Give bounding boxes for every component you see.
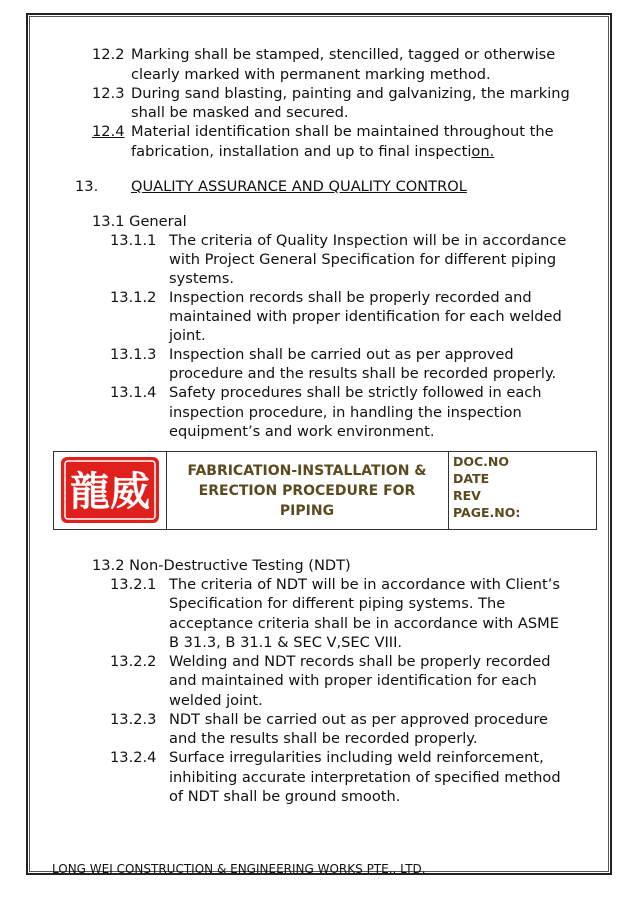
item-13-2-1-line1: The criteria of NDT will be in accordance with Client’s — [169, 576, 561, 593]
footer-company-name: LONG WEI CONSTRUCTION & ENGINEERING WORKS PTE,. LTD. — [52, 862, 426, 876]
item-13-2-3-number: 13.2.3 — [110, 711, 157, 728]
rev-label: REV — [453, 488, 481, 503]
item-13-2-2-line1: Welding and NDT records shall be properly recorded — [169, 653, 551, 670]
doc-no-label: DOC.NO — [453, 454, 510, 469]
item-12-4-line1: Material identification shall be maintained throughout the — [131, 123, 554, 140]
item-13-2-1-line2: Specification for different piping systems. The — [169, 595, 506, 612]
item-13-1-1-line2: with Project General Specification for different piping — [169, 251, 557, 268]
item-12-2-line1: Marking shall be stamped, stencilled, tagged or otherwise — [131, 46, 556, 63]
subsection-13-2-title: 13.2 Non-Destructive Testing (NDT) — [92, 557, 351, 574]
item-13-2-1-line4: B 31.3, B 31.1 & SEC V,SEC VIII. — [169, 634, 403, 651]
item-13-2-1-number: 13.2.1 — [110, 576, 157, 593]
item-13-2-3-line2: and the results shall be recorded properly. — [169, 730, 478, 747]
item-12-3-line1: During sand blasting, painting and galvanizing, the marking — [131, 85, 570, 102]
date-label: DATE — [453, 471, 490, 486]
document-title-cell — [166, 452, 449, 529]
item-12-2-line2: clearly marked with permanent marking method. — [131, 66, 491, 83]
subsection-13-1-title: 13.1 General — [92, 213, 187, 230]
page-no-label: PAGE.NO: — [453, 505, 521, 520]
section-13-number: 13. — [75, 178, 99, 195]
item-13-1-3-line2: procedure and the results shall be recorded properly. — [169, 365, 557, 382]
item-13-2-4-line3: of NDT shall be ground smooth. — [169, 788, 401, 805]
item-13-2-3-line1: NDT shall be carried out as per approved procedure — [169, 711, 549, 728]
item-13-1-2-number: 13.1.2 — [110, 289, 157, 306]
company-seal-logo — [60, 456, 160, 524]
document-title: FABRICATION-INSTALLATION & ERECTION PROCEDURE FOR PIPING — [187, 462, 427, 519]
item-13-2-2-number: 13.2.2 — [110, 653, 157, 670]
item-13-1-4-number: 13.1.4 — [110, 384, 157, 401]
item-13-1-2-line2: maintained with proper identification for each welded — [169, 308, 562, 325]
item-12-3-number: 12.3 — [92, 85, 125, 102]
document-meta-cell — [449, 452, 596, 529]
item-13-2-4-line1: Surface irregularities including weld reinforcement, — [169, 749, 544, 766]
item-12-3-line2: shall be masked and secured. — [131, 104, 349, 121]
item-13-1-4-line2: inspection procedure, in handling the inspection — [169, 404, 522, 421]
document-header-table — [53, 451, 597, 530]
item-13-1-1-line1: The criteria of Quality Inspection will be in accordance — [169, 232, 567, 249]
item-13-2-4-number: 13.2.4 — [110, 749, 157, 766]
item-13-1-2-line3: joint. — [169, 327, 206, 344]
item-13-1-1-line3: systems. — [169, 270, 235, 287]
item-13-2-2-line2: and maintained with proper identification for each — [169, 672, 537, 689]
item-12-2-number: 12.2 — [92, 46, 125, 63]
item-12-4-line2: fabrication, installation and up to final inspection. — [131, 143, 495, 160]
logo-cell — [54, 452, 167, 529]
item-13-1-4-line1: Safety procedures shall be strictly followed in each — [169, 384, 542, 401]
item-13-1-1-number: 13.1.1 — [110, 232, 157, 249]
item-13-2-4-line2: inhibiting accurate interpretation of specified method — [169, 769, 561, 786]
seal-glyphs: 龍威 — [70, 468, 150, 515]
section-13-title: QUALITY ASSURANCE AND QUALITY CONTROL — [131, 178, 467, 195]
item-13-2-1-line3: acceptance criteria shall be in accordance with ASME — [169, 615, 559, 632]
item-13-1-4-line3: equipment’s and work environment. — [169, 423, 435, 440]
item-13-2-2-line3: welded joint. — [169, 692, 263, 709]
item-12-4-number: 12.4 — [92, 123, 125, 140]
item-13-1-3-line1: Inspection shall be carried out as per approved — [169, 346, 514, 363]
item-13-1-3-number: 13.1.3 — [110, 346, 157, 363]
item-13-1-2-line1: Inspection records shall be properly recorded and — [169, 289, 532, 306]
